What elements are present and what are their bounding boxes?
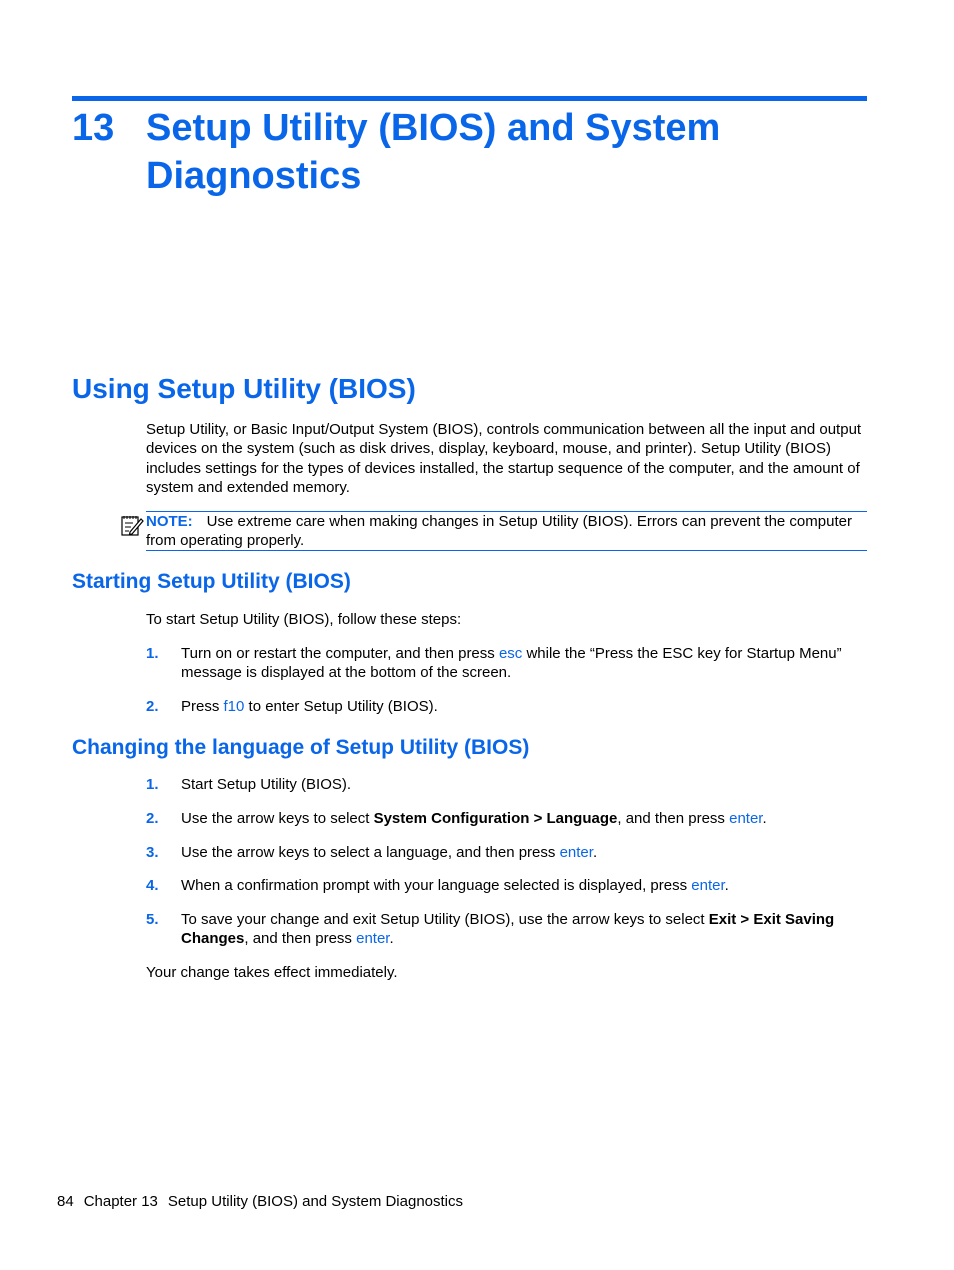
step-text: Press [181,698,224,716]
list-item [146,876,868,895]
key-enter: enter [691,877,725,895]
step-text: . [762,809,767,827]
starting-steps-list [146,644,868,731]
step-text: to enter Setup Utility (BIOS). [244,698,438,716]
menu-path: Exit > Exit Saving Changes [181,911,835,948]
step-text: . [389,930,394,948]
step-text: To save your change and exit Setup Utility (BIOS), use the arrow keys to select [181,911,709,929]
note-pencil-icon [120,513,144,537]
step-text: Use the arrow keys to select [181,809,374,827]
footer-chapter-title: Setup Utility (BIOS) and System Diagnostics [167,1193,464,1210]
list-item [146,843,868,862]
step-number: 2. [146,809,159,827]
list-item [146,775,868,794]
step-number: 3. [146,843,159,861]
chapter-rule [72,96,867,101]
key-enter: enter [729,809,763,827]
step-number: 5. [146,911,159,929]
section-heading-using-setup: Using Setup Utility (BIOS) [72,373,416,404]
section-heading-changing-language: Changing the language of Setup Utility (BIOS) [72,736,530,759]
key-enter: enter [559,843,593,861]
step-text: Turn on or restart the computer, and then press [181,645,499,662]
note-text: Use extreme care when making changes in Setup Utility (BIOS). Errors can prevent the computer from operating properly. [146,513,852,550]
key-esc: esc [498,645,523,662]
step-number: 4. [146,877,159,895]
step-text: . [724,877,729,895]
starting-intro: To start Setup Utility (BIOS), follow these steps: [146,611,462,628]
step-text: Use the arrow keys to select a language, and then press [181,843,560,861]
step-text: When a confirmation prompt with your language selected is displayed, press [181,877,692,895]
language-steps-list [146,775,868,963]
intro-paragraph: Setup Utility, or Basic Input/Output System (BIOS), controls communication between all the input and output devices on the system (such as disk drives, display, keyboard, mouse, and printer). Setup Utility (BIOS) includes settings for the types of devices installed, the startup sequence of the computer, and the amount of system and extended memory. [146,421,862,496]
step-text: Start Setup Utility (BIOS). [181,776,352,793]
step-text: , and then press [617,809,730,827]
list-item [146,644,868,683]
list-item [146,809,868,828]
step-text: , and then press [244,930,357,948]
step-text: . [592,843,598,861]
key-enter: enter [356,930,390,948]
list-item [146,910,868,949]
step-number: 1. [146,776,159,793]
closing-paragraph: Your change takes effect immediately. [146,964,398,981]
page-footer [57,1192,473,1211]
footer-chapter-label: Chapter 13 [83,1193,158,1210]
list-item [146,697,868,716]
section-heading-starting: Starting Setup Utility (BIOS) [72,570,351,593]
step-text: while the “Press the ESC key for Startup Menu” message is displayed at the bottom of the screen. [181,645,842,682]
note-label: NOTE: [146,513,193,530]
chapter-title: Setup Utility (BIOS) and System Diagnostics [146,107,721,197]
menu-path: System Configuration > Language [373,809,618,827]
step-number: 2. [146,698,159,716]
page-number: 84 [57,1193,74,1210]
step-number: 1. [146,645,159,662]
key-f10: f10 [223,698,245,716]
note-box [146,511,867,551]
chapter-number: 13 [72,107,115,149]
